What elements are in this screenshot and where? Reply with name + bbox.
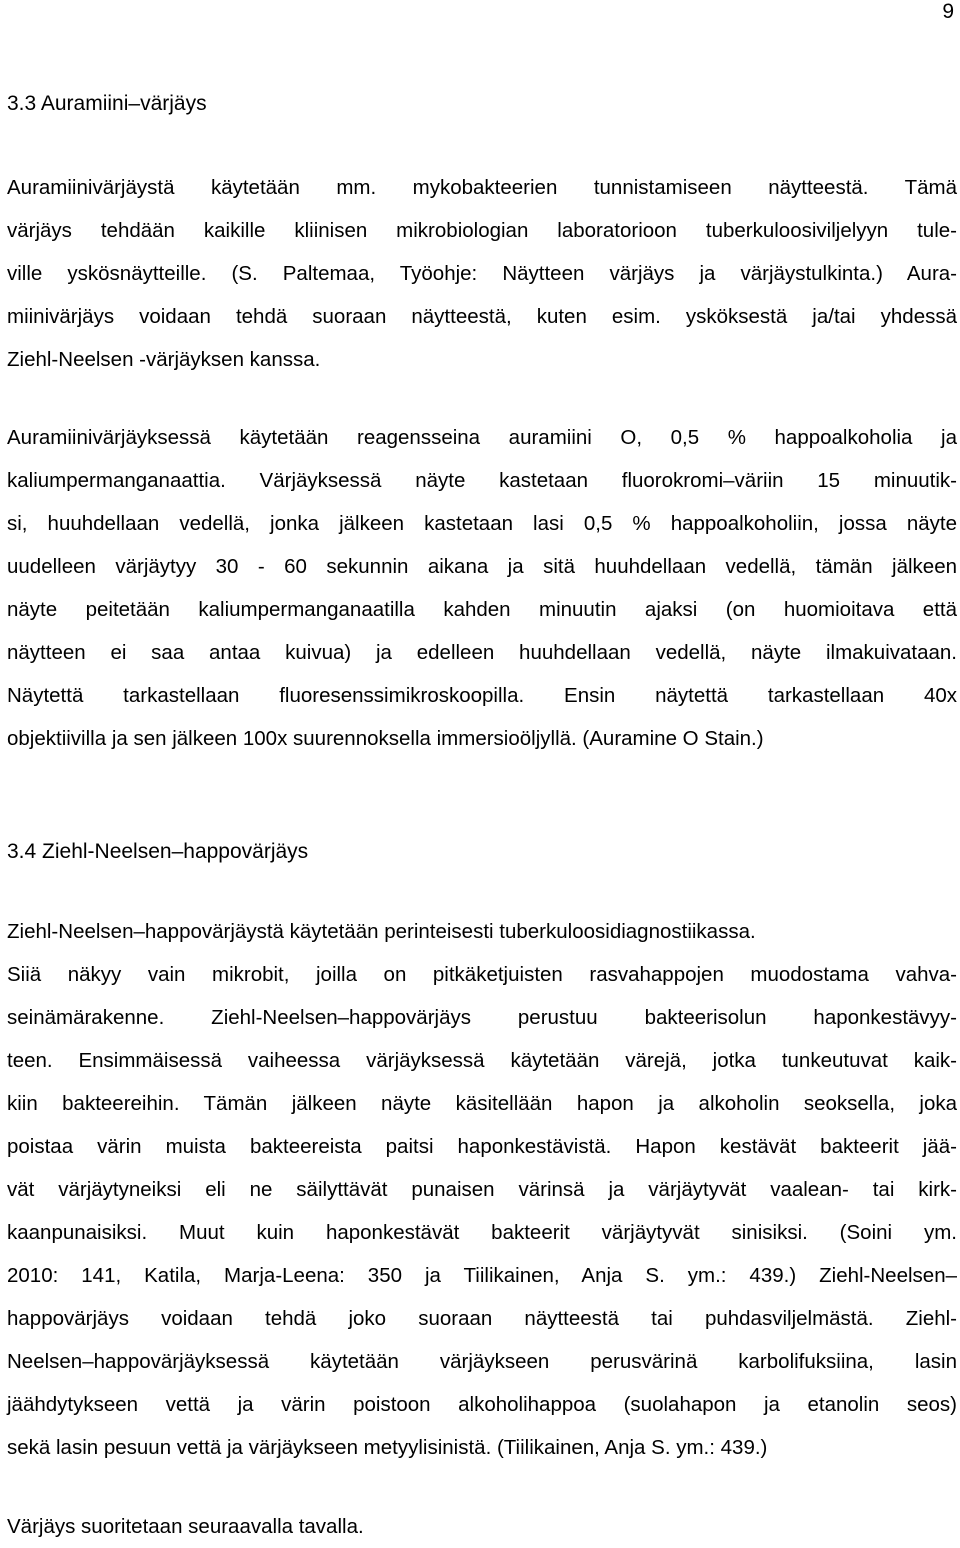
paragraph-line: näyte peitetään kaliumpermanganaatilla kahden minuutin ajaksi (on huomioitava että [7,598,957,621]
paragraph-line: poistaa värin muista bakteereista paitsi haponkestävistä. Hapon kestävät bakteerit jää- [7,1135,957,1158]
paragraph-line: Siiä näkyy vain mikrobit, joilla on pitkäketjuisten rasvahappojen muodostama vahva- [7,963,957,986]
paragraph-line: kaanpunaisiksi. Muut kuin haponkestävät bakteerit värjäytyvät sinisiksi. (Soini ym. [7,1221,957,1244]
paragraph-line: värjäys tehdään kaikille kliinisen mikrobiologian laboratorioon tuberkuloosiviljelyyn tule- [7,219,957,242]
paragraph-line: Auramiinivärjäyksessä käytetään reagensseina auramiini O, 0,5 % happoalkoholia ja [7,426,957,449]
section-heading-3-3: 3.3 Auramiini–värjäys [7,92,207,115]
paragraph-line: seinämärakenne. Ziehl-Neelsen–happovärjäys perustuu bakteerisolun haponkestävyy- [7,1006,957,1029]
paragraph-line: miinivärjäys voidaan tehdä suoraan näytteestä, kuten esim. ysköksestä ja/tai yhdessä [7,305,957,328]
paragraph-line: teen. Ensimmäisessä vaiheessa värjäyksessä käytetään värejä, jotka tunkeutuvat kaik- [7,1049,957,1072]
paragraph-line: Ziehl-Neelsen -värjäyksen kanssa. [7,348,321,371]
paragraph-line: 2010: 141, Katila, Marja-Leena: 350 ja Tiilikainen, Anja S. ym.: 439.) Ziehl-Neelsen– [7,1264,957,1287]
paragraph-line: Auramiinivärjäystä käytetään mm. mykobakteerien tunnistamiseen näytteestä. Tämä [7,176,957,199]
paragraph-line: jäähdytykseen vettä ja värin poistoon alkoholihappoa (suolahapon ja etanolin seos) [7,1393,957,1416]
paragraph-line: ville yskösnäytteille. (S. Paltemaa, Työohje: Näytteen värjäys ja värjäystulkinta.) Aura- [7,262,957,285]
paragraph-line: sekä lasin pesuun vettä ja värjäykseen metyylisinistä. (Tiilikainen, Anja S. ym.: 439.) [7,1436,768,1459]
paragraph-line: näytteen ei saa antaa kuivua) ja edelleen huuhdellaan vedellä, näyte ilmakuivataan. [7,641,957,664]
paragraph-line: si, huuhdellaan vedellä, jonka jälkeen kastetaan lasi 0,5 % happoalkoholiin, jossa näyte [7,512,957,535]
page-number: 9 [942,0,954,23]
paragraph-procedure-intro [7,1505,957,1548]
paragraph-line: Näytettä tarkastellaan fluoresenssimikroskoopilla. Ensin näytettä tarkastellaan 40x [7,684,957,707]
paragraph-line: Neelsen–happovärjäyksessä käytetään värjäykseen perusvärinä karbolifuksiina, lasin [7,1350,957,1373]
paragraph-auramine-procedure [7,416,957,760]
paragraph-line: happovärjäys voidaan tehdä joko suoraan näytteestä tai puhdasviljelmästä. Ziehl- [7,1307,957,1330]
paragraph-line: kiin bakteereihin. Tämän jälkeen näyte käsitellään hapon ja alkoholin seoksella, joka [7,1092,957,1115]
paragraph-line: kaliumpermanganaattia. Värjäyksessä näyte kastetaan fluorokromi–väriin 15 minuutik- [7,469,957,492]
paragraph-line: objektiivilla ja sen jälkeen 100x suurennoksella immersioöljyllä. (Auramine O Stain.) [7,727,764,750]
paragraph-line: Värjäys suoritetaan seuraavalla tavalla. [7,1515,364,1538]
paragraph-auramine-intro [7,166,957,381]
paragraph-line: Ziehl-Neelsen–happovärjäystä käytetään perinteisesti tuberkuloosidiagnostiikassa. [7,920,756,943]
paragraph-ziehl-neelsen [7,910,957,1469]
paragraph-line: vät värjäytyneiksi eli ne säilyttävät punaisen värinsä ja värjäytyvät vaalean- tai kirk- [7,1178,957,1201]
paragraph-line: uudelleen värjäytyy 30 - 60 sekunnin aikana ja sitä huuhdellaan vedellä, tämän jälkeen [7,555,957,578]
section-heading-3-4: 3.4 Ziehl-Neelsen–happovärjäys [7,840,309,863]
